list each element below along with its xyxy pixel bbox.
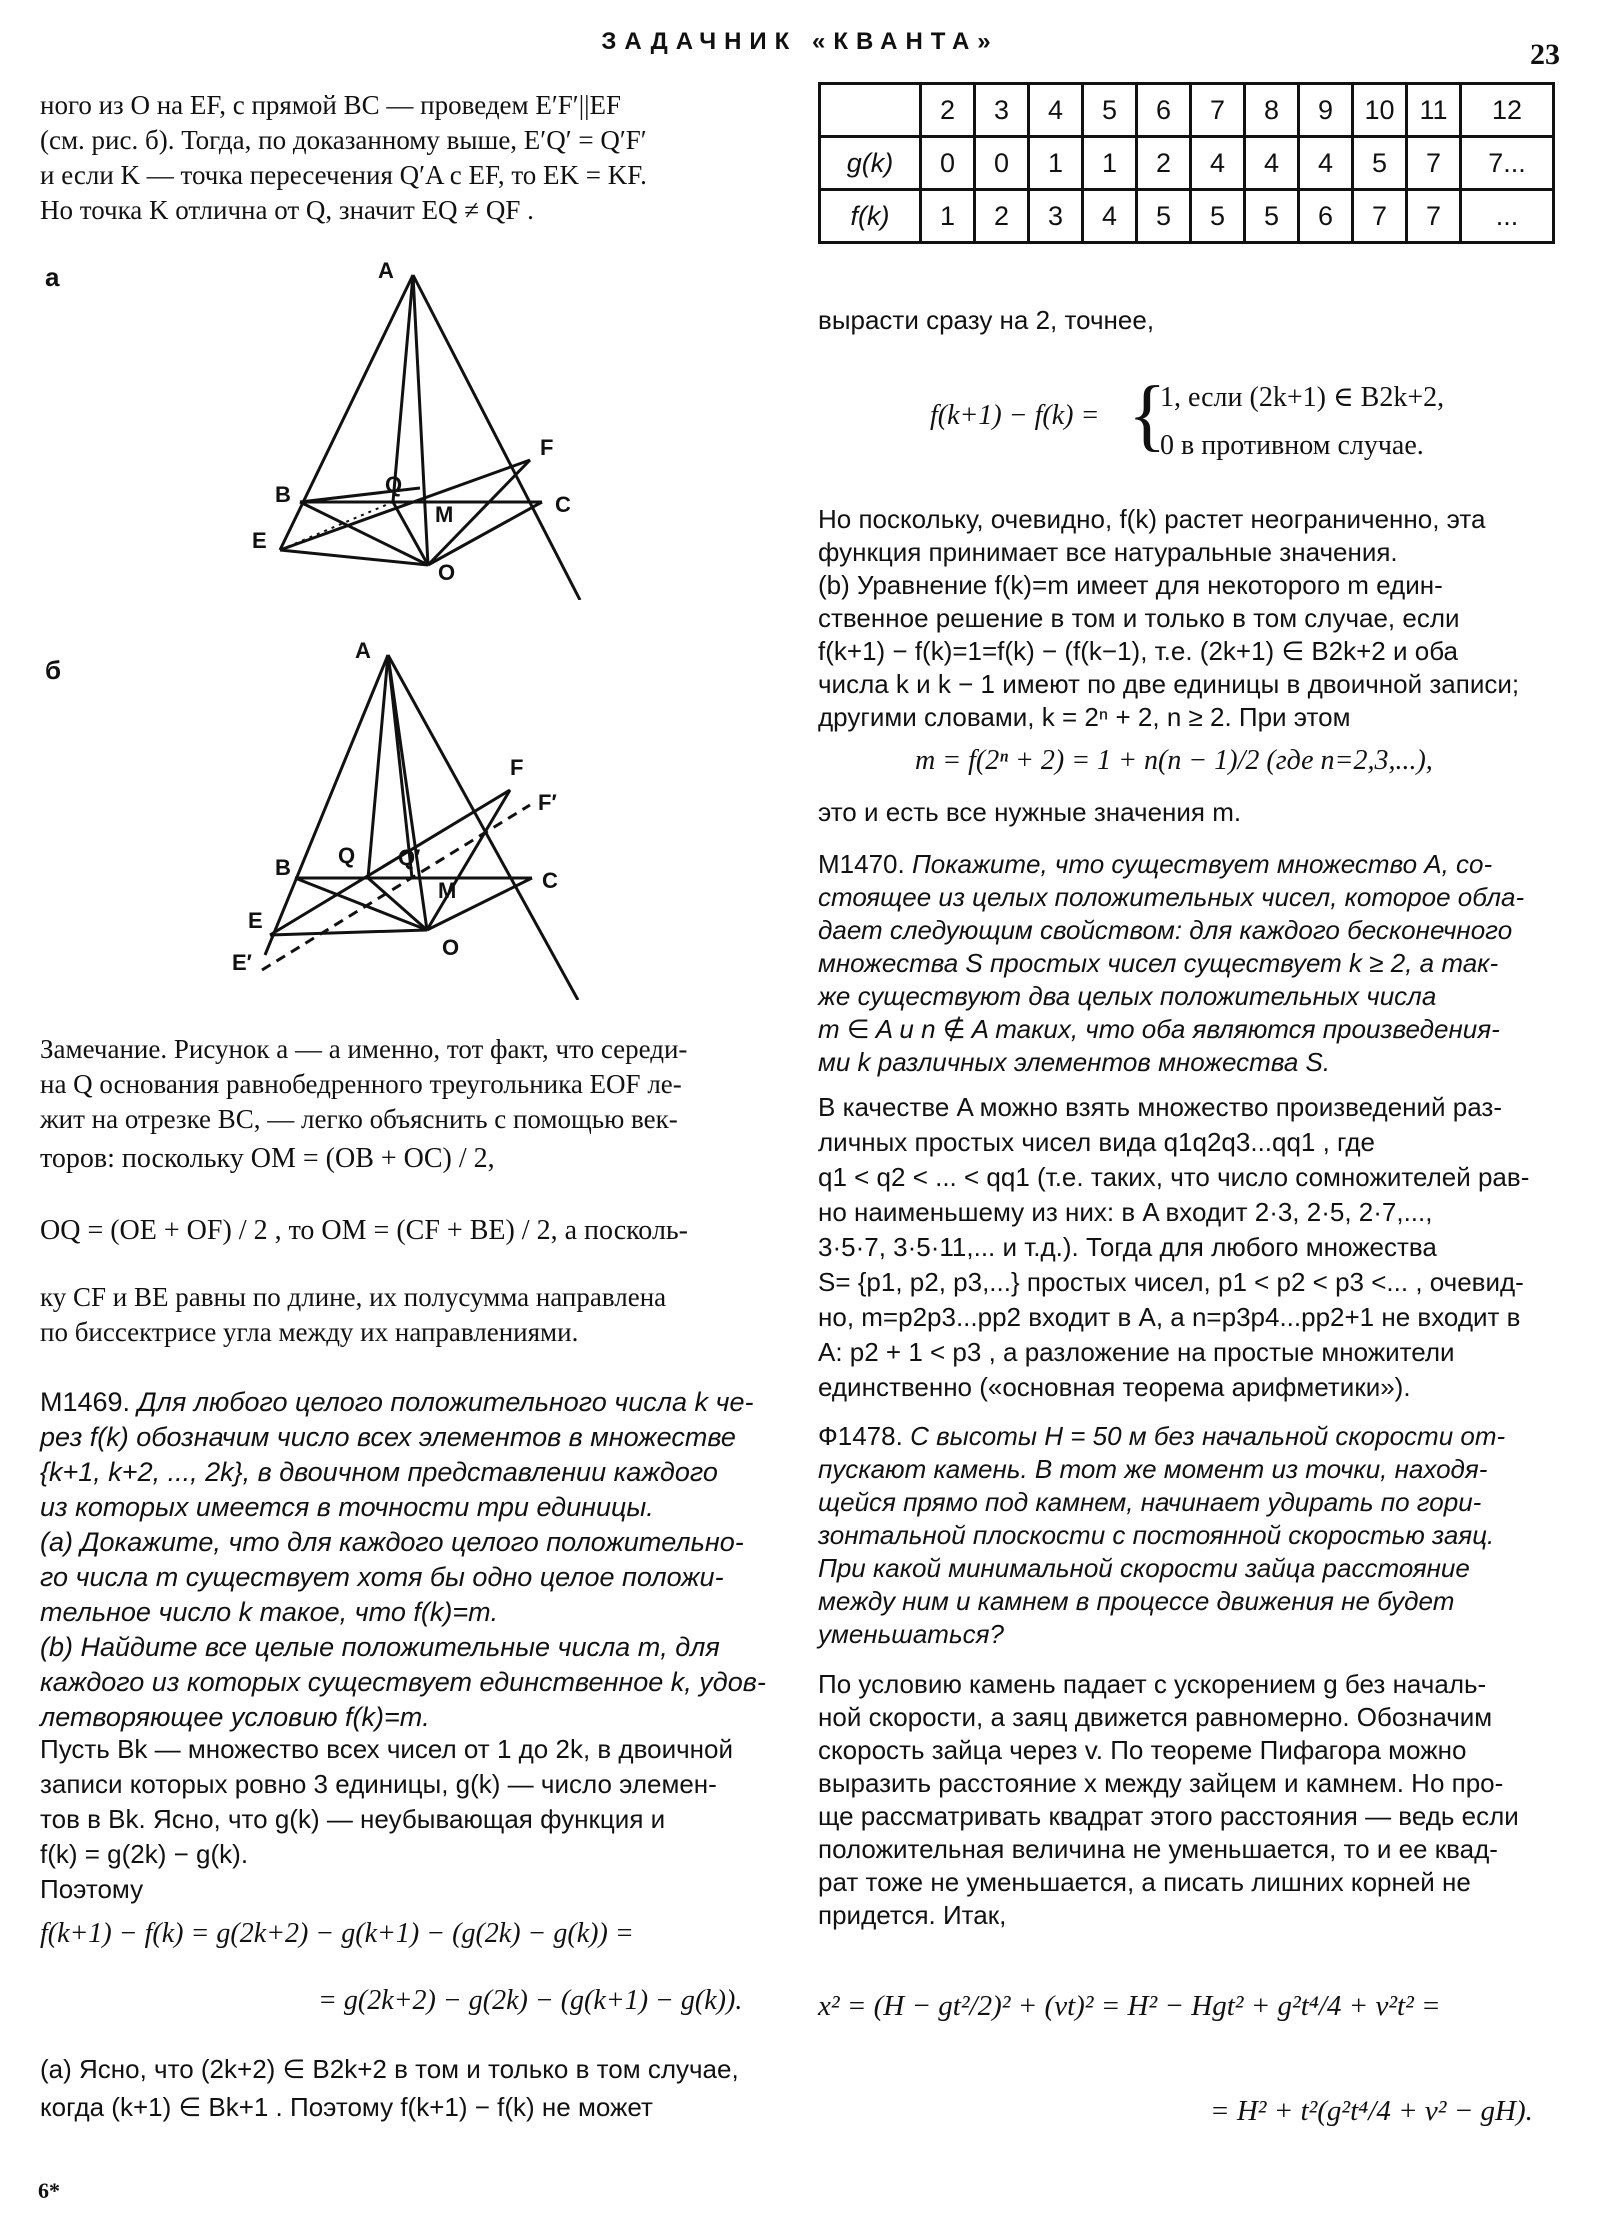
text-line: пускают камень. В тот же момент из точки, находя-: [818, 1454, 1488, 1484]
text-line: A: p2 + 1 < p3 , а разложение на простые множители: [818, 1337, 1455, 1367]
text-line: 3·5·7, 3·5·11,... и т.д.). Тогда для любого множества: [818, 1232, 1437, 1262]
table-cell: 10: [1353, 84, 1407, 137]
text-line: положительная величина не уменьшается, то и ее квад-: [818, 1834, 1498, 1864]
text-line: стоящее из целых положительных чисел, которое обла-: [818, 882, 1525, 912]
text-line: же существуют два целых положительных числа: [818, 981, 1437, 1011]
point-o: O: [442, 935, 460, 960]
text-line: но наименьшему из них: в A входит 2·3, 2·5, 2·7,...,: [818, 1197, 1433, 1227]
text-line: Замечание. Рисунок а — а именно, тот факт, что середи-: [40, 1034, 688, 1064]
table-row-f: [820, 190, 1554, 243]
point-f-prime: F′: [538, 790, 557, 815]
segment-aq: [368, 655, 388, 878]
point-q: Q: [385, 472, 403, 497]
vector-text: [40, 1280, 780, 1350]
table-row-g: [820, 137, 1554, 190]
text-line: m ∈ A и n ∉ A таких, что оба являются произведения-: [818, 1014, 1500, 1044]
piecewise-brace: {: [1128, 371, 1167, 459]
text-line: единственно («основная теорема арифметики»).: [818, 1372, 1411, 1402]
table-cell: 2: [975, 190, 1029, 243]
piecewise-case-2: 0 в противном случае.: [1160, 430, 1424, 461]
text-line: летворяющее условию f(k)=m.: [40, 1702, 430, 1732]
solution-f1478: [818, 1668, 1563, 1932]
text-line: другими словами, k = 2ⁿ + 2, n ≥ 2. При этом: [818, 702, 1351, 732]
side-ac: [413, 275, 580, 600]
text-line: и если K — точка пересечения Q′A с EF, то EK = KF.: [40, 160, 647, 190]
point-b: B: [275, 855, 291, 880]
vector-line-2: OQ = (OE + OF) / 2 , то OM = (CF + BE) / 2, а посколь-: [40, 1215, 689, 1246]
problem-m1470: [818, 848, 1563, 1079]
text-line: функция принимает все натуральные значения.: [818, 537, 1398, 567]
segment-ao: [413, 275, 428, 565]
table-cell: 9: [1299, 84, 1353, 137]
text-line: ной скорости, а заяц движется равномерно. Обозначим: [818, 1702, 1493, 1732]
text-line: ще рассматривать квадрат этого расстояния — ведь если: [818, 1801, 1519, 1831]
text-line: (b) Уравнение f(k)=m имеет для некоторого m един-: [818, 570, 1443, 600]
table-cell: 0: [921, 137, 975, 190]
table-cell: g(k): [820, 137, 921, 190]
journal-header: ЗАДАЧНИК «КВАНТА»: [601, 28, 999, 55]
table-cell: f(k): [820, 190, 921, 243]
point-e: E: [252, 528, 267, 553]
text-line: жит на отрезке BC, — легко объяснить с помощью век-: [40, 1104, 678, 1134]
text-line: уменьшаться?: [818, 1619, 1004, 1649]
text-line: на Q основания равнобедренного треугольника EOF ле-: [40, 1069, 682, 1099]
text-line: [40, 1385, 780, 1420]
table-cell: 4: [1245, 137, 1299, 190]
solution-m1470: [818, 1090, 1563, 1405]
table-cell: 0: [975, 137, 1029, 190]
figure-a: [240, 250, 620, 600]
equation-m: m = f(2ⁿ + 2) = 1 + n(n − 1)/2 (где n=2,3,...),: [915, 745, 1433, 776]
text-line: [818, 848, 1563, 881]
piecewise-lhs: f(k+1) − f(k) =: [930, 400, 1100, 431]
equation-2: = g(2k+2) − g(2k) − (g(k+1) − g(k)).: [318, 1985, 743, 2016]
table-cell: 5: [1083, 84, 1137, 137]
text-line: f(k) = g(2k) − g(k).: [40, 1839, 249, 1869]
side-ab: [265, 655, 388, 955]
right-p2: [818, 503, 1563, 734]
text-line: каждого из которых существует единственное k, удов-: [40, 1667, 766, 1697]
text-line: зонтальной плоскости с постоянной скоростью заяц.: [818, 1520, 1495, 1550]
table-cell: 7: [1407, 190, 1461, 243]
segment-bo: [295, 878, 427, 930]
table-cell: 5: [1191, 190, 1245, 243]
signature-mark: 6*: [38, 2178, 60, 2203]
table-cell: 5: [1245, 190, 1299, 243]
text-line: личных простых чисел вида q1q2q3...qq1 , где: [818, 1127, 1376, 1157]
problem-id: М1469.: [40, 1387, 131, 1417]
text-line: (b) Найдите все целые положительные числа m, для: [40, 1632, 720, 1662]
text-line: Но поскольку, очевидно, f(k) растет неограниченно, эта: [818, 504, 1486, 534]
text-line: скорость зайца через v. По теореме Пифагора можно: [818, 1735, 1467, 1765]
table-cell: 4: [1083, 190, 1137, 243]
text-line: по биссектрисе угла между их направлениями.: [40, 1317, 579, 1347]
figure-b: [220, 630, 620, 1000]
point-c: C: [542, 868, 558, 893]
problem-m1469: [40, 1385, 780, 1735]
point-b: B: [275, 482, 291, 507]
solution-m1469: [40, 1732, 780, 1907]
text-line: дает следующим свойством: для каждого бесконечного: [818, 915, 1513, 945]
figure-b-label: б: [45, 655, 62, 685]
text-line: рез f(k) обозначим число всех элементов в множестве: [40, 1422, 736, 1452]
table-cell: 6: [1299, 190, 1353, 243]
text-line: (a) Докажите, что для каждого целого положительно-: [40, 1527, 744, 1557]
equation-1: f(k+1) − f(k) = g(2k+2) − g(k+1) − (g(2k) − g(k)) =: [40, 1918, 634, 1949]
text-line: тов в Bk. Ясно, что g(k) — неубывающая функция и: [40, 1804, 666, 1834]
text-line: когда (k+1) ∈ Bk+1 . Поэтому f(k+1) − f(k) не может: [40, 2092, 653, 2122]
text-span: Покажите, что существует множество A, со-: [911, 849, 1493, 879]
text-line: В качестве A можно взять множество произведений раз-: [818, 1092, 1503, 1122]
point-o: O: [438, 560, 456, 585]
table-cell: 4: [1029, 84, 1083, 137]
point-m: M: [435, 502, 454, 527]
table-cell: 3: [1029, 190, 1083, 243]
text-line: записи которых ровно 3 единицы, g(k) — число элемен-: [40, 1769, 717, 1799]
text-line: f(k+1) − f(k)=1=f(k) − (f(k−1), т.е. (2k+1) ∈ B2k+2 и оба: [818, 636, 1458, 666]
point-m: M: [438, 878, 457, 903]
table-row-k: [820, 84, 1554, 137]
table-cell: 2: [921, 84, 975, 137]
text-line: ку CF и BE равны по длине, их полусумма направлена: [40, 1282, 667, 1312]
equation-x1: x² = (H − gt²/2)² + (vt)² = H² − Hgt² + g²t⁴/4 + v²t² =: [818, 1990, 1441, 2022]
point-e: E: [248, 908, 263, 933]
point-a: A: [355, 638, 371, 663]
text-line: числа k и k − 1 имеют по две единицы в двоичной записи;: [818, 669, 1520, 699]
equation-x2: = H² + t²(g²t⁴/4 + v² − gH).: [1210, 2095, 1533, 2127]
table-cell: 7: [1353, 190, 1407, 243]
table-cell: ...: [1461, 190, 1554, 243]
table-cell: 6: [1137, 84, 1191, 137]
dashed-e2f2: [262, 805, 530, 970]
text-line: {k+1, k+2, ..., 2k}, в двоичном представлении каждого: [40, 1457, 718, 1487]
text-line: По условию камень падает с ускорением g без началь-: [818, 1669, 1487, 1699]
page-number: 23: [1530, 38, 1560, 71]
table-cell: [820, 84, 921, 137]
remark: [40, 1032, 780, 1137]
text-line: Пусть Bk — множество всех чисел от 1 до 2k, в двоичной: [40, 1734, 733, 1764]
problem-f1478: [818, 1420, 1563, 1651]
vector-line-1: торов: поскольку OM = (OB + OC) / 2,: [40, 1143, 495, 1174]
table-cell: 7...: [1461, 137, 1554, 190]
text-line: из которых имеется в точности три единицы.: [40, 1492, 654, 1522]
dotted-eq: [280, 502, 393, 550]
left-intro: [40, 88, 780, 228]
text-line: [818, 1420, 1563, 1453]
problem-id: М1470.: [818, 849, 905, 879]
segment-ef: [270, 790, 510, 935]
text-line: (см. рис. б). Тогда, по доказанному выше, E′Q′ = Q′F′: [40, 125, 647, 155]
text-line: между ним и камнем в процессе движения не будет: [818, 1586, 1455, 1616]
point-a: A: [378, 258, 394, 283]
right-p3: это и есть все нужные значения m.: [818, 797, 1242, 827]
table-cell: 7: [1191, 84, 1245, 137]
table-cell: 5: [1137, 190, 1191, 243]
segment-eo: [270, 930, 427, 935]
text-line: Но точка K отлична от Q, значит EQ ≠ QF .: [40, 195, 534, 225]
segment-eo: [280, 550, 428, 565]
text-line: S= {p1, p2, p3,...} простых чисел, p1 < p2 < p3 <... , очевид-: [818, 1267, 1524, 1297]
side-ac: [388, 655, 578, 1000]
table-cell: 5: [1353, 137, 1407, 190]
text-line: тельное число k такое, что f(k)=m.: [40, 1597, 499, 1627]
text-line: Поэтому: [40, 1874, 144, 1904]
text-line: множества S простых чисел существует k ≥ 2, а так-: [818, 948, 1499, 978]
table-cell: 12: [1461, 84, 1554, 137]
table-cell: 4: [1299, 137, 1353, 190]
text-line: ственное решение в том и только в том случае, если: [818, 603, 1460, 633]
point-e-prime: E′: [232, 950, 252, 975]
table-cell: 8: [1245, 84, 1299, 137]
table-cell: 1: [921, 190, 975, 243]
text-line: рат тоже не уменьшается, а писать лишних корней не: [818, 1867, 1471, 1897]
point-f: F: [510, 755, 524, 780]
point-q: Q: [338, 843, 356, 868]
table-cell: 3: [975, 84, 1029, 137]
solution-end: [40, 2050, 780, 2126]
table-cell: 7: [1407, 137, 1461, 190]
problem-id: Ф1478.: [818, 1421, 903, 1451]
text-line: (a) Ясно, что (2k+2) ∈ B2k+2 в том и только в том случае,: [40, 2054, 739, 2084]
text-span: С высоты H = 50 м без начальной скорости от-: [910, 1421, 1506, 1451]
piecewise-case-1: 1, если (2k+1) ∈ B2k+2,: [1160, 382, 1445, 413]
text-line: ного из O на EF, с прямой BC — проведем E′F′||EF: [40, 90, 622, 120]
text-line: q1 < q2 < ... < qq1 (т.е. таких, что число сомножителей рав-: [818, 1162, 1530, 1192]
text-line: го числа m существует хотя бы одно целое положи-: [40, 1562, 724, 1592]
text-span: Для любого целого положительного числа k че-: [137, 1387, 754, 1417]
point-c: C: [555, 492, 571, 517]
table-cell: 11: [1407, 84, 1461, 137]
point-q-prime: Q′: [398, 845, 421, 870]
text-line: придется. Итак,: [818, 1900, 1007, 1930]
right-p1: вырасти сразу на 2, точнее,: [818, 305, 1155, 335]
text-line: ми k различных элементов множества S.: [818, 1047, 1331, 1077]
table-cell: 1: [1029, 137, 1083, 190]
values-table: [818, 82, 1555, 244]
text-line: щейся прямо под камнем, начинает удирать по гори-: [818, 1487, 1482, 1517]
table-cell: 4: [1191, 137, 1245, 190]
table-cell: 2: [1137, 137, 1191, 190]
figure-a-label: а: [45, 262, 60, 292]
text-line: но, m=p2p3...pp2 входит в A, а n=p3p4...pp2+1 не входит в: [818, 1302, 1521, 1332]
table-cell: 1: [1083, 137, 1137, 190]
text-line: выразить расстояние x между зайцем и камнем. Но про-: [818, 1768, 1504, 1798]
point-f: F: [540, 435, 554, 460]
text-line: При какой минимальной скорости зайца расстояние: [818, 1553, 1470, 1583]
